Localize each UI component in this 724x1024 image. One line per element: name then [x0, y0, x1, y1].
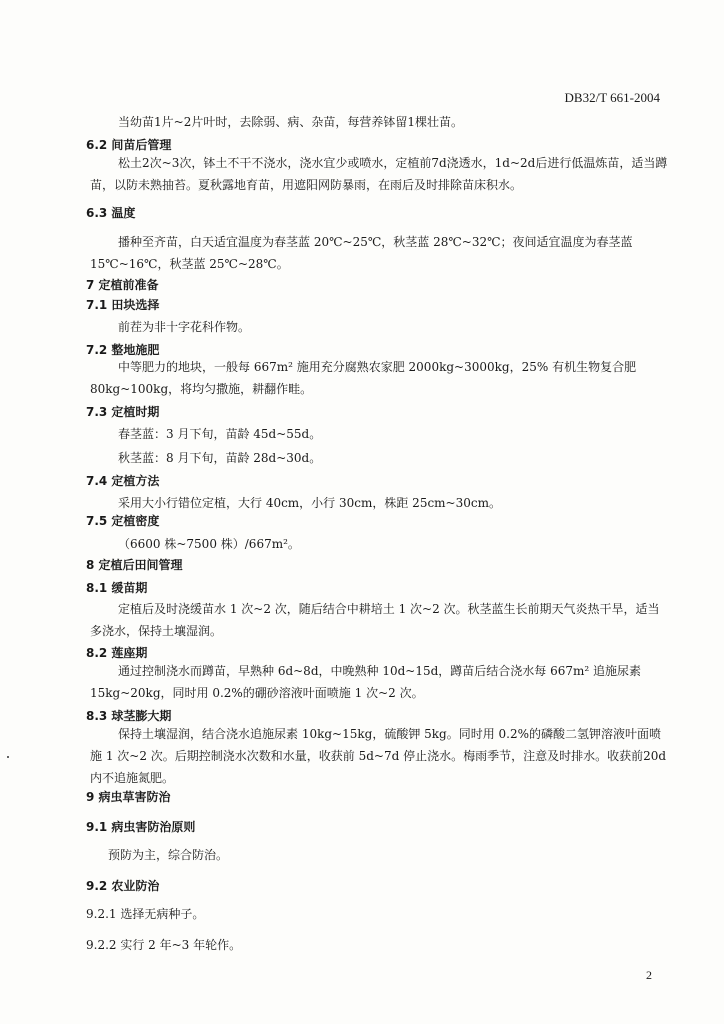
- paragraph-8-1: 定植后及时浇缓苗水 1 次~2 次，随后结合中耕培土 1 次~2 次。秋茎蓝生长前期天气炎热干旱，适当多浇水，保持土壤湿润。: [90, 602, 660, 638]
- heading-7-3: 7.3 定植时期: [86, 405, 160, 419]
- heading-7-1: 7.1 田块选择: [86, 298, 160, 312]
- paragraph-6-3: 播种至齐苗，白天适宜温度为春茎蓝 20℃~25℃，秋茎蓝 28℃~32℃；夜间适宜温度为春茎蓝15℃~16℃，秋茎蓝 25℃~28℃。: [90, 235, 633, 271]
- heading-9-2: 9.2 农业防治: [86, 879, 160, 893]
- paragraph-7-3-autumn: 秋茎蓝：8 月下旬，苗龄 28d~30d。: [118, 451, 322, 465]
- heading-8: 8 定植后田间管理: [86, 558, 183, 572]
- paragraph-8-3: 保持土壤湿润，结合浇水追施尿素 10kg~15kg，硫酸钾 5kg。同时用 0.2%的磷酸二氢钾溶液叶面喷施 1 次~2 次。后期控制浇水次数和水量，收获前 5d~7d 停止浇水。梅雨季节，注意及时排水。收获前20d 内不追施氮肥。: [90, 727, 667, 785]
- paragraph-7-1: 前茬为非十字花科作物。: [118, 320, 251, 334]
- scan-dot: [7, 756, 9, 758]
- heading-6-2: 6.2 间苗后管理: [86, 138, 172, 152]
- heading-8-3: 8.3 球茎膨大期: [86, 709, 172, 723]
- heading-9-1: 9.1 病虫害防治原则: [86, 820, 196, 834]
- heading-8-1: 8.1 缓苗期: [86, 581, 148, 595]
- paragraph-7-3-spring: 春茎蓝：3 月下旬，苗龄 45d~55d。: [118, 427, 322, 441]
- paragraph-8-2: 通过控制浇水而蹲苗，早熟种 6d~8d，中晚熟种 10d~15d，蹲苗后结合浇水每 667m² 追施尿素15kg~20kg，同时用 0.2%的硼砂溶液叶面喷施 1 次~2 次。: [90, 664, 641, 700]
- paragraph-7-4: 采用大小行错位定植，大行 40cm，小行 30cm，株距 25cm~30cm。: [118, 496, 501, 510]
- heading-7-4: 7.4 定植方法: [86, 474, 160, 488]
- clause-9-2-2: 9.2.2 实行 2 年~3 年轮作。: [86, 938, 242, 952]
- heading-7-2: 7.2 整地施肥: [86, 343, 160, 357]
- standard-code: DB32/T 661-2004: [564, 90, 660, 105]
- intro-line: 当幼苗1片~2片叶时，去除弱、病、杂苗，每营养钵留1棵壮苗。: [118, 115, 463, 129]
- heading-8-2: 8.2 莲座期: [86, 646, 148, 660]
- paragraph-7-5: （6600 株~7500 株）/667m²。: [118, 537, 300, 551]
- heading-7-5: 7.5 定植密度: [86, 514, 160, 528]
- heading-7: 7 定植前准备: [86, 278, 159, 292]
- heading-6-3: 6.3 温度: [86, 206, 136, 220]
- paragraph-6-2: 松土2次~3次，钵土不干不浇水，浇水宜少或喷水，定植前7d浇透水，1d~2d后进行低温炼苗，适当蹲苗，以防未熟抽苔。夏秋露地育苗，用遮阳网防暴雨，在雨后及时排除苗床积水。: [90, 156, 668, 192]
- heading-9: 9 病虫草害防治: [86, 790, 171, 804]
- page-number: 2: [646, 968, 652, 982]
- clause-9-2-1: 9.2.1 选择无病种子。: [86, 907, 205, 921]
- paragraph-9-1: 预防为主，综合防治。: [108, 848, 229, 862]
- paragraph-7-2: 中等肥力的地块，一般每 667m² 施用充分腐熟农家肥 2000kg~3000kg，25% 有机生物复合肥80kg~100kg，将均匀撒施，耕翻作畦。: [90, 360, 637, 396]
